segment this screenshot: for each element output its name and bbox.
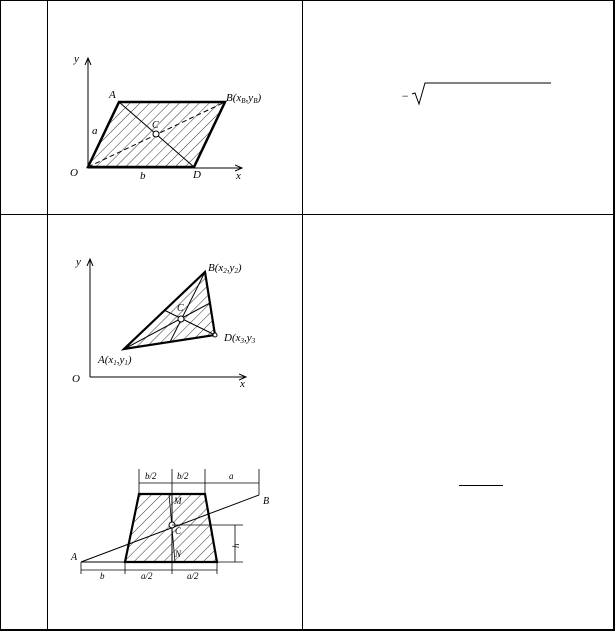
point-a-label [97, 354, 132, 367]
grid-col-divider-2 [302, 0, 303, 631]
axis-x-label: x [240, 378, 245, 390]
point-d-label [223, 332, 256, 345]
axis-x-label: x [236, 170, 241, 182]
radical-sign [412, 83, 551, 104]
point-b-sub: 2 [223, 267, 227, 275]
point-m-label: M [174, 496, 182, 506]
dim-b-bottom-label: b [100, 571, 105, 581]
formula-fragment [395, 80, 565, 110]
point-d-mid: ,y [244, 332, 252, 344]
point-b-sub2: 2 [234, 267, 238, 275]
point-a-label: A [71, 552, 78, 563]
axis-y-label: y [74, 53, 79, 65]
point-a-sub: 1 [113, 359, 117, 367]
point-b-end: ) [257, 92, 262, 104]
point-d-text: D(x [224, 332, 241, 344]
dim-a2-right-label: a/2 [187, 571, 199, 581]
trapezoid-figure [65, 462, 300, 597]
origin-label: O [72, 373, 80, 385]
point-b-text: B(x [226, 92, 242, 104]
point-c-label: C [177, 303, 184, 314]
triangle-shape [124, 272, 215, 349]
point-b-sub2: B [253, 97, 258, 105]
point-b-label [208, 262, 242, 275]
point-d-sub2: 3 [251, 337, 256, 345]
point-n-label: N [175, 549, 182, 559]
point-b-label: B [263, 496, 270, 507]
side-b-label: b [140, 170, 146, 182]
centroid-marker [178, 316, 184, 322]
parallelogram-figure [60, 44, 300, 194]
formula-minus: − [401, 89, 410, 103]
point-d-label: D [193, 169, 201, 181]
point-c-label: C [152, 120, 159, 131]
point-b-label [226, 92, 261, 105]
grid-border-left [0, 0, 1, 631]
dim-a2-left-label: a/2 [141, 571, 153, 581]
grid-border-top [0, 0, 615, 1]
dim-b2-left-label: b/2 [145, 471, 157, 481]
origin-label: O [70, 167, 78, 179]
point-a-text: A(x [98, 354, 114, 366]
point-b-end: ) [237, 262, 242, 274]
centroid-marker [153, 131, 159, 137]
grid-row-divider [0, 214, 615, 215]
point-d-sub: 3 [240, 337, 244, 345]
point-b-mid: ,y [245, 92, 254, 104]
side-a-label: a [92, 125, 98, 137]
point-a-mid: ,y [116, 354, 125, 366]
point-a-sub2: 1 [124, 359, 128, 367]
dim-a-top-label: a [229, 471, 234, 481]
point-b-sub1: B [241, 97, 246, 105]
grid-col-divider-1 [47, 0, 48, 631]
point-b-text: B(x [208, 262, 224, 274]
point-c-label: C [175, 526, 182, 536]
point-a-end: ) [127, 354, 132, 366]
fraction-bar [459, 485, 503, 486]
triangle-figure [60, 245, 300, 395]
dim-h-label: h [231, 543, 241, 548]
vertex-d-marker [213, 333, 217, 337]
dim-b2-right-label: b/2 [177, 471, 189, 481]
point-a-label: A [109, 89, 116, 101]
axis-y-label: y [76, 256, 81, 268]
point-b-mid: ,y [226, 262, 235, 274]
